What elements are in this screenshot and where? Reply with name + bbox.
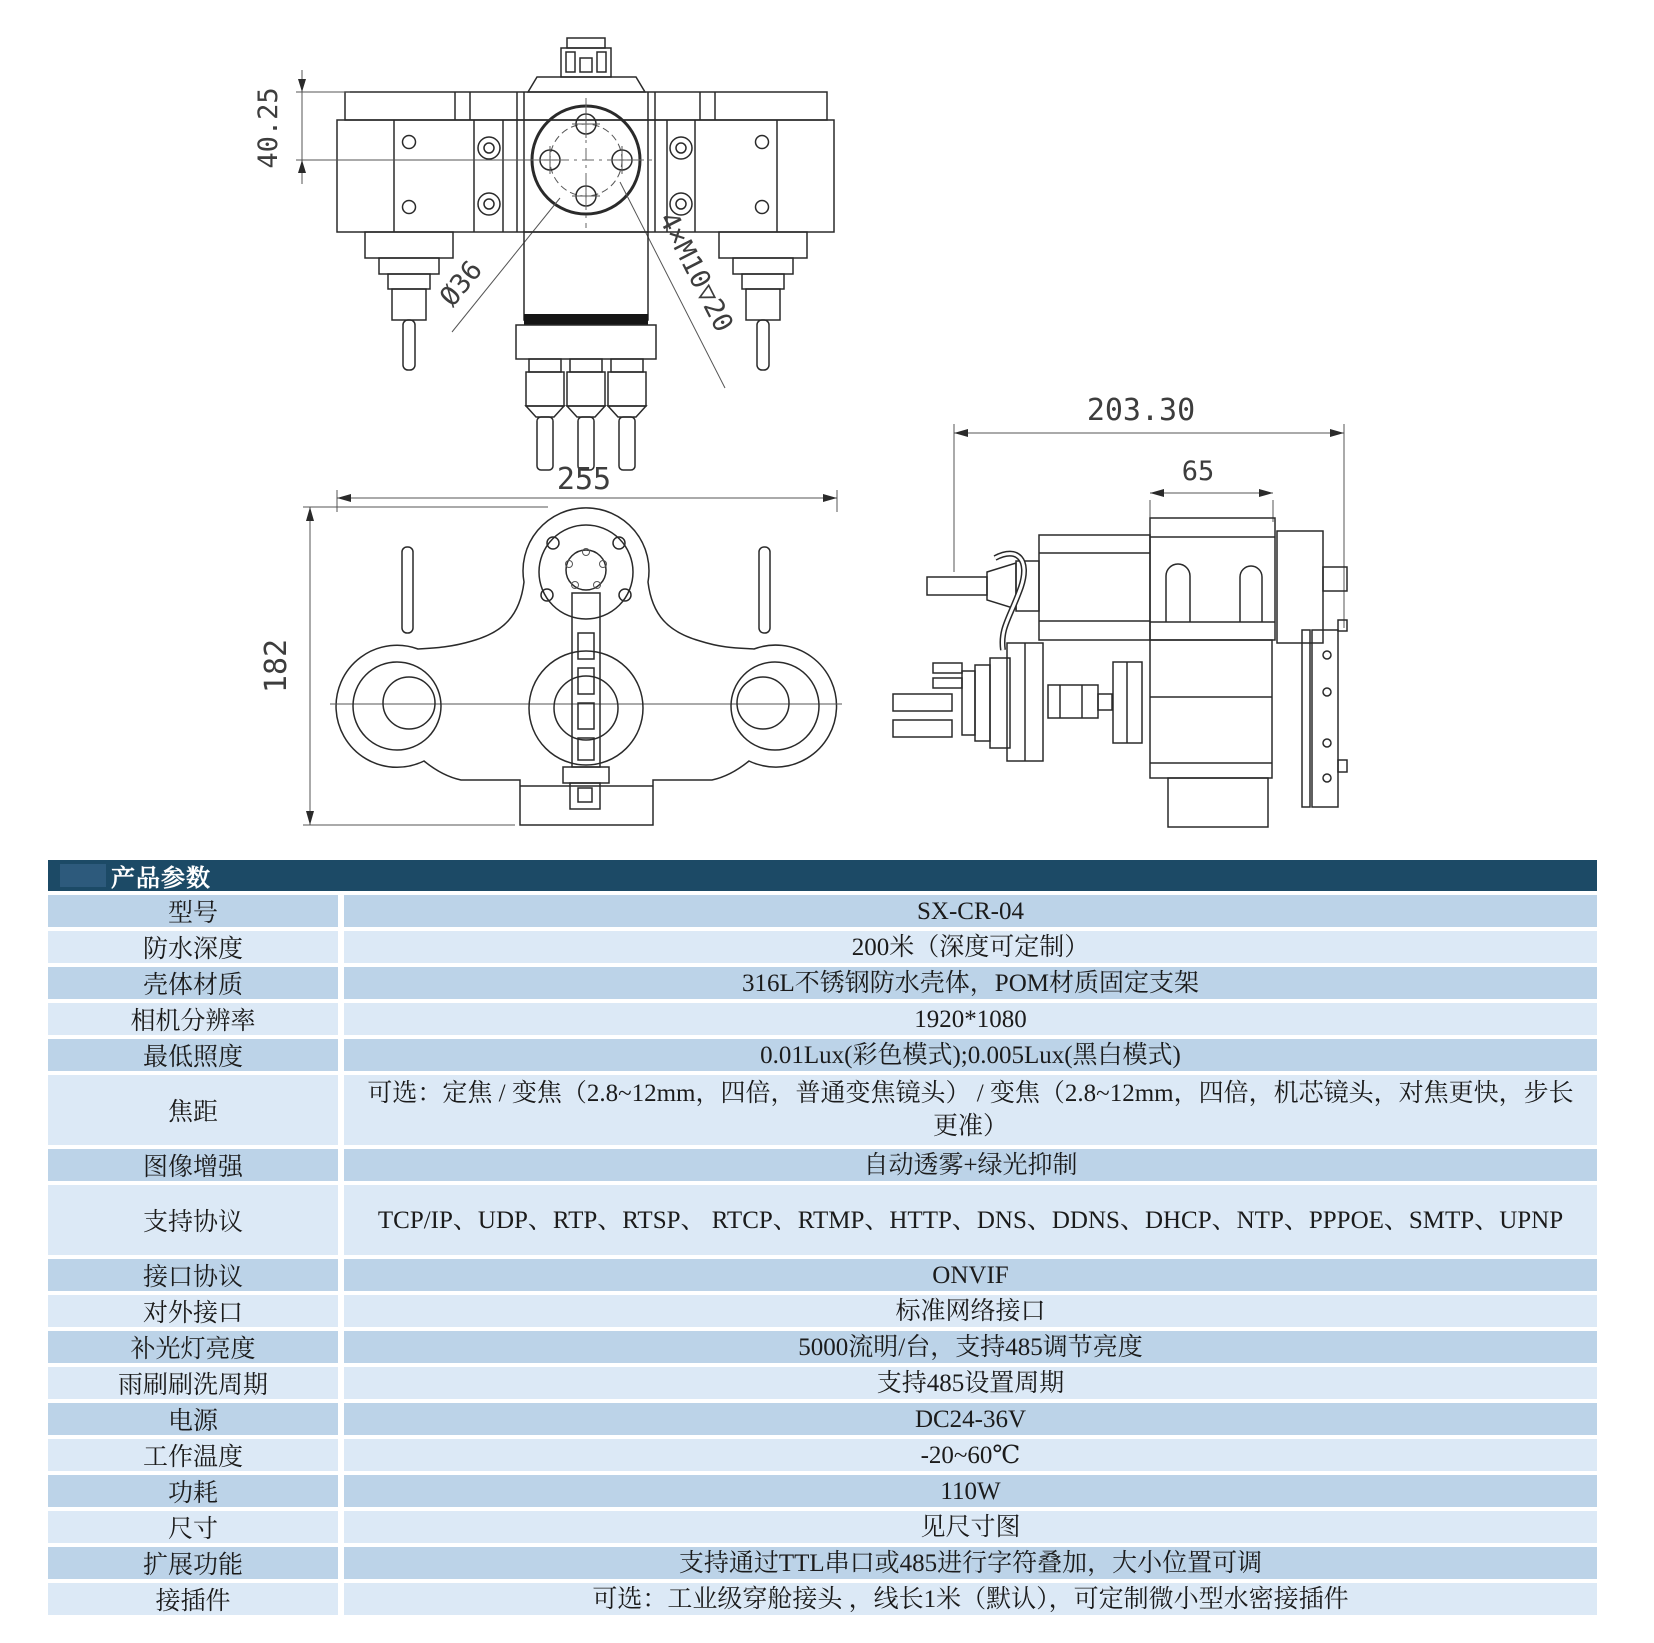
param-value: 标准网络接口: [344, 1295, 1597, 1327]
lamp-probe: [719, 232, 807, 370]
front-view-drawing: [259, 462, 842, 825]
table-row-connectors: [48, 1583, 1597, 1615]
table-row-housing-material: [48, 967, 1597, 999]
param-value: 1920*1080: [344, 1003, 1597, 1035]
param-value: ONVIF: [344, 1259, 1597, 1291]
dim-height-label: 182: [259, 638, 294, 694]
dim-thread-label: 4×M10▽20: [652, 207, 739, 338]
dim-diameter-label: Ø36: [433, 254, 489, 313]
table-row-dimensions: [48, 1511, 1597, 1543]
param-value: DC24-36V: [344, 1403, 1597, 1435]
lamp-probe: [365, 232, 453, 370]
header-accent: [60, 864, 106, 887]
param-label: 相机分辨率: [48, 1003, 338, 1035]
lamp-window: [353, 662, 819, 750]
dim-width-label: 255: [556, 462, 612, 497]
param-value: 支持通过TTL串口或485进行字符叠加，大小位置可调: [344, 1547, 1597, 1579]
param-label: 焦距: [48, 1075, 338, 1145]
top-view-drawing: [253, 38, 834, 470]
param-label: 型号: [48, 895, 338, 927]
table-row-waterproof-depth: [48, 931, 1597, 963]
param-value: 见尺寸图: [344, 1511, 1597, 1543]
param-label: 接口协议: [48, 1259, 338, 1291]
table-row-camera-resolution: [48, 1003, 1597, 1035]
param-value: TCP/IP、UDP、RTP、RTSP、 RTCP、RTMP、HTTP、DNS、DDNS、DHCP、NTP、PPPOE、SMTP、UPNP: [344, 1185, 1597, 1255]
param-value: 0.01Lux(彩色模式);0.005Lux(黑白模式): [344, 1039, 1597, 1071]
param-label: 扩展功能: [48, 1547, 338, 1579]
param-label: 支持协议: [48, 1185, 338, 1255]
param-label: 工作温度: [48, 1439, 338, 1471]
param-value: 316L不锈钢防水壳体，POM材质固定支架: [344, 967, 1597, 999]
screw-icon: [478, 137, 692, 215]
wiper-arm: [563, 593, 609, 809]
param-value: 支持485设置周期: [344, 1367, 1597, 1399]
param-label: 电源: [48, 1403, 338, 1435]
cable-gland: [526, 359, 646, 470]
mounting-bracket: [1277, 531, 1347, 807]
table-row-interface-protocol: [48, 1259, 1597, 1291]
param-value: 自动透雾+绿光抑制: [344, 1149, 1597, 1181]
table-row-extended-functions: [48, 1547, 1597, 1579]
front-flange: [539, 525, 633, 619]
table-row-model: [48, 895, 1597, 927]
table-row-working-temperature: [48, 1439, 1597, 1471]
side-view-drawing: [893, 393, 1347, 827]
param-value: 5000流明/台，支持485调节亮度: [344, 1331, 1597, 1363]
param-value: 200米（深度可定制）: [344, 931, 1597, 963]
param-value: 可选：定焦 / 变焦（2.8~12mm，四倍，普通变焦镜头） / 变焦（2.8~12mm，四倍，机芯镜头，对焦更快，步长更准）: [344, 1075, 1597, 1145]
parameter-table: [48, 860, 1597, 1615]
dim-block-width-label: 65: [1181, 456, 1215, 487]
table-row-protocols: [48, 1185, 1597, 1255]
param-value: -20~60℃: [344, 1439, 1597, 1471]
connector-cluster: [893, 643, 1043, 761]
table-row-power-consumption: [48, 1475, 1597, 1507]
param-value: 110W: [344, 1475, 1597, 1507]
param-label: 最低照度: [48, 1039, 338, 1071]
dim-length-label: 203.30: [1086, 393, 1196, 428]
param-label: 对外接口: [48, 1295, 338, 1327]
table-row-wiper-cycle: [48, 1367, 1597, 1399]
param-label: 补光灯亮度: [48, 1331, 338, 1363]
table-row-external-interface: [48, 1295, 1597, 1327]
table-row-power-supply: [48, 1403, 1597, 1435]
table-row-image-enhancement: [48, 1149, 1597, 1181]
param-label: 雨刷刷洗周期: [48, 1367, 338, 1399]
table-header: [48, 860, 1597, 891]
param-label: 接插件: [48, 1583, 338, 1615]
dim-offset-label: 40.25: [253, 87, 284, 169]
param-value: SX-CR-04: [344, 895, 1597, 927]
param-label: 功耗: [48, 1475, 338, 1507]
param-label: 防水深度: [48, 931, 338, 963]
table-title: 产品参数: [111, 866, 211, 892]
param-label: 尺寸: [48, 1511, 338, 1543]
param-value: 可选：工业级穿舱接头 ，线长1米（默认），可定制微小型水密接插件: [344, 1583, 1597, 1615]
table-row-light-brightness: [48, 1331, 1597, 1363]
table-row-focal-length: [48, 1075, 1597, 1145]
table-row-min-illumination: [48, 1039, 1597, 1071]
param-label: 壳体材质: [48, 967, 338, 999]
param-label: 图像增强: [48, 1149, 338, 1181]
